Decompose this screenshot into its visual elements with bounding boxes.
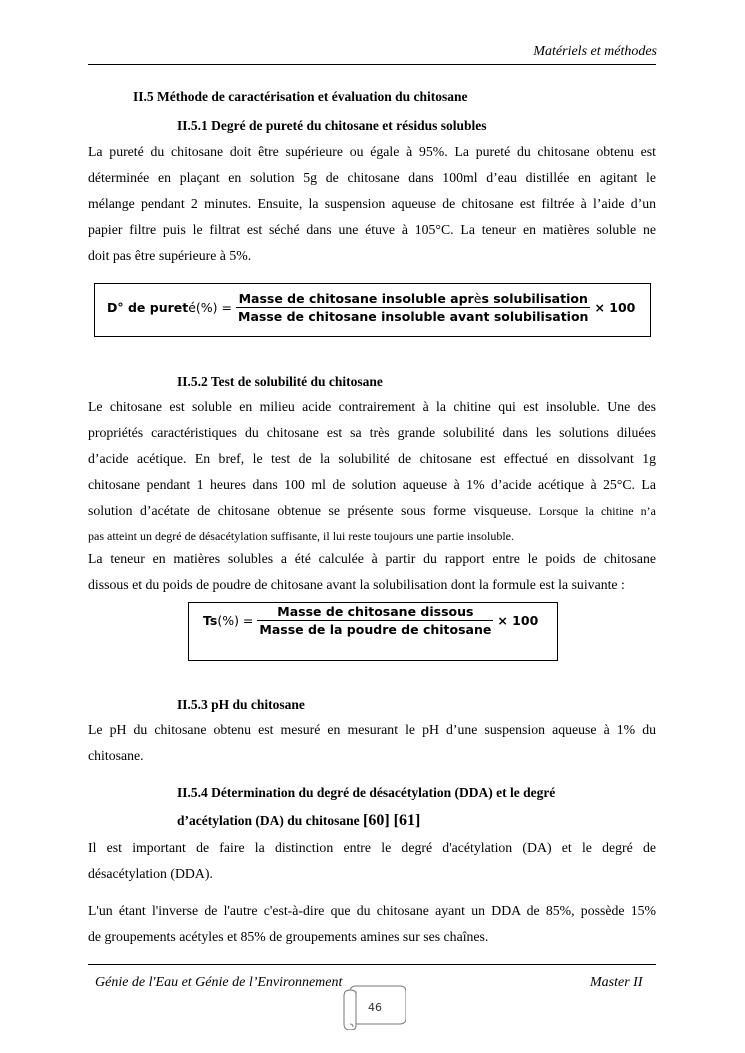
formula-box-solubility xyxy=(188,602,558,661)
footer-divider xyxy=(88,964,656,965)
formula-lhs: (%) = xyxy=(217,613,254,628)
paragraph-solubility xyxy=(88,394,656,598)
text-line: Le chitosane est soluble en milieu acide contrairement à la chitine qui est insoluble. Une des xyxy=(88,399,656,414)
formula-numerator: Masse de chitosane dissous xyxy=(257,604,493,621)
text-line: dissous et du poids de poudre de chitosane avant la solubilisation dont la formule est la suivante : xyxy=(88,577,625,592)
formula-multiplier: × 100 xyxy=(594,300,636,315)
subsection-title-3: II.5.3 pH du chitosane xyxy=(177,697,305,712)
formula-denominator: Masse de la poudre de chitosane xyxy=(259,622,492,637)
citation-refs: [60] [61] xyxy=(363,812,421,829)
header-divider xyxy=(88,64,656,65)
text-line: propriétés caractéristiques du chitosane est sa très grande solubilité dans les solutions diluées xyxy=(88,425,656,440)
section-title: II.5 Méthode de caractérisation et évaluation du chitosane xyxy=(133,89,468,104)
paragraph-purity xyxy=(88,139,656,269)
formula-fraction xyxy=(257,604,493,637)
text-line: papier filtre puis le filtrat est séché dans une étuve à 105°C. La teneur en matières soluble ne xyxy=(88,222,656,237)
page-number: 46 xyxy=(368,1001,382,1014)
formula-lhs: é(%) = xyxy=(188,300,233,315)
formula-denominator: Masse de chitosane insoluble avant solubilisation xyxy=(238,309,589,324)
running-header: Matériels et méthodes xyxy=(533,44,657,59)
text-line: La pureté du chitosane doit être supérieure ou égale à 95%. La pureté du chitosane obtenu est xyxy=(88,144,656,159)
text-line: Le pH du chitosane obtenu est mesuré en mesurant le pH d’une suspension aqueuse à 1% du xyxy=(88,722,656,737)
formula-multiplier: × 100 xyxy=(497,613,539,628)
formula-fraction xyxy=(236,291,590,324)
subsection-title-4-cont: d’acétylation (DA) du chitosane [60] [61] xyxy=(177,812,421,829)
footer-program: Génie de l'Eau et Génie de l’Environnement xyxy=(95,975,343,990)
text-line: chitosane. xyxy=(88,748,144,763)
text-line: chitosane pendant 1 heures dans 100 ml de solution aqueuse à 1% d’acide acétique à 25°C. La xyxy=(88,477,656,492)
text-line: d’acide acétique. En bref, le test de la solubilité de chitosane est effectué en dissolvant 1g xyxy=(88,451,656,466)
text-line: La teneur en matières solubles a été calculée à partir du rapport entre le poids de chitosane xyxy=(88,551,656,566)
text-line: déterminée en plaçant en solution 5g de chitosane dans 100ml d’eau distillée en agitant le xyxy=(88,170,656,185)
formula-solubility xyxy=(203,604,538,637)
subsection-title-1: II.5.1 Degré de pureté du chitosane et résidus solubles xyxy=(177,118,487,133)
text-line: L'un étant l'inverse de l'autre c'est-à-dire que du chitosane ayant un DDA de 85%, possède 15% xyxy=(88,903,656,918)
paragraph-dda-2 xyxy=(88,898,656,950)
formula-purity xyxy=(107,291,635,324)
formula-numerator: Masse de chitosane insoluble après solubilisation xyxy=(236,291,590,308)
text-line: pas atteint un degré de désacétylation suffisante, il lui reste toujours une partie insoluble. xyxy=(88,529,514,543)
text-line: Il est important de faire la distinction entre le degré d'acétylation (DA) et le degré de xyxy=(88,840,656,855)
text-line: mélange pendant 2 minutes. Ensuite, la suspension aqueuse de chitosane est filtrée à l’aide d’un xyxy=(88,196,656,211)
formula-lhs-bold: Ts xyxy=(203,613,218,628)
subsection-title-2: II.5.2 Test de solubilité du chitosane xyxy=(177,374,383,389)
text-line: solution d’acétate de chitosane obtenue se présente sous forme visqueuse. Lorsque la chitine n’a xyxy=(88,503,656,518)
formula-lhs-bold: D° de puret xyxy=(107,300,189,315)
paragraph-dda-1 xyxy=(88,835,656,887)
text-line: désacétylation (DDA). xyxy=(88,866,213,881)
subsection-title-4: II.5.4 Détermination du degré de désacétylation (DDA) et le degré xyxy=(177,785,556,800)
text-line: de groupements acétyles et 85% de groupements amines sur ses chaînes. xyxy=(88,929,489,944)
text-line: doit pas être supérieure à 5%. xyxy=(88,248,252,263)
footer-degree: Master II xyxy=(590,975,643,990)
formula-box-purity xyxy=(94,283,651,337)
paragraph-ph xyxy=(88,717,656,769)
